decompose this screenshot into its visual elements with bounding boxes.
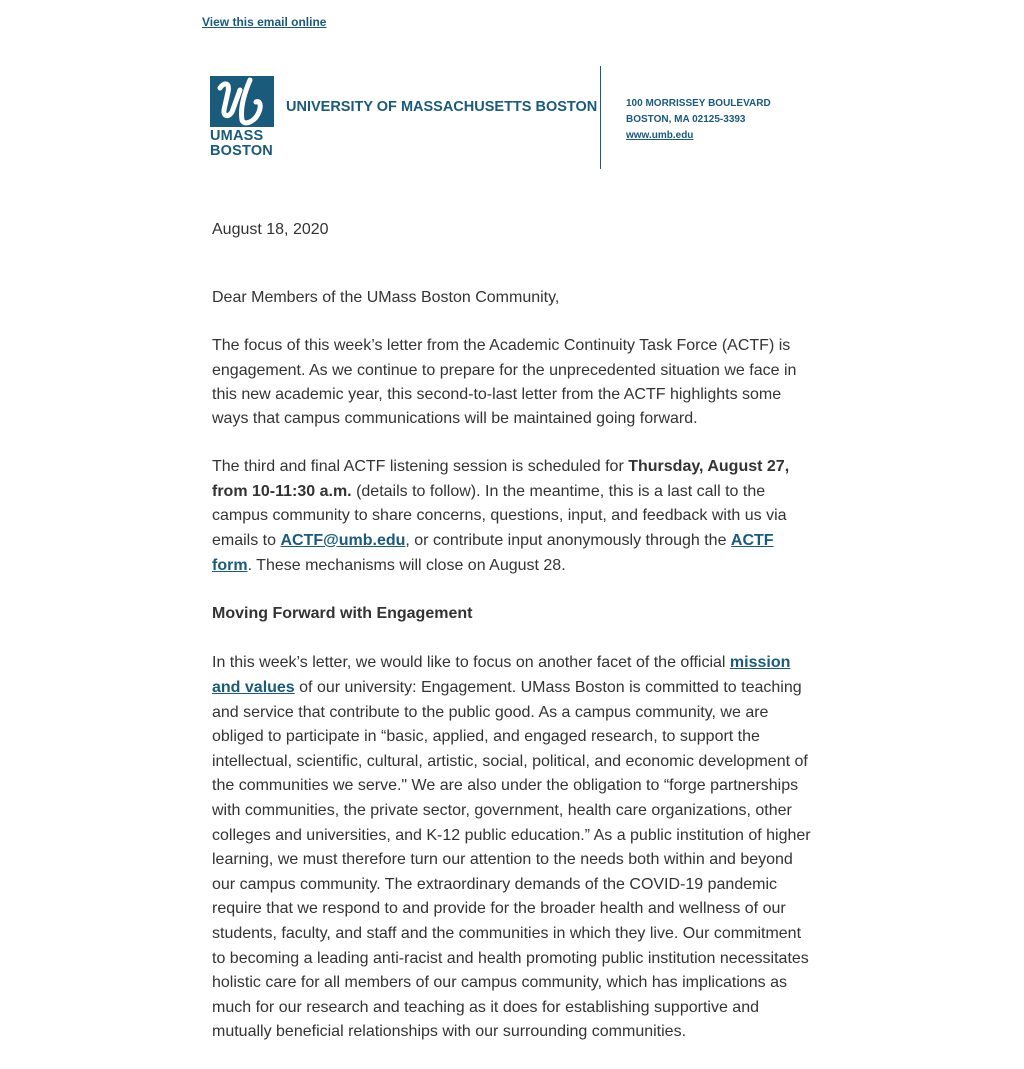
session-date-bold: Thursday, August 27, from 10-11:30 a.m.: [212, 458, 790, 500]
address-street: 100 MORRISSEY BOULEVARD: [626, 98, 771, 109]
address-city: BOSTON, MA 02125-3393: [626, 114, 746, 125]
actf-form-link[interactable]: ACTF form: [212, 532, 774, 574]
mission-values-link[interactable]: mission and values: [212, 654, 791, 696]
paragraph-engagement: [212, 651, 816, 1045]
letter-greeting: Dear Members of the UMass Boston Community,: [212, 289, 560, 307]
header-divider: [600, 66, 601, 169]
umass-logo-mark-icon: [210, 76, 274, 127]
text-span: of our university: Engagement. UMass Boston is committed to teaching and service that contribute to the public good. As a campus community, we are obliged to participate in “basic, applied, and engaged research, to support the intellectual, scientific, cultural, artistic, social, political, and economic development of the communities we serve." We are also under the obligation to “forge partnerships with communities, the private sector, government, health care organizations, other colleges and universities, and K-12 public education.” As a public institution of higher learning, we must therefore turn our attention to the needs both within and beyond our campus community. The extraordinary demands of the COVID-19 pandemic require that we respond to and provide for the broader health and wellness of our students, faculty, and staff and the communities in which they live. Our commitment to becoming a leading anti-racist and health promoting public institution necessitates holistic care for all members of our campus community, which has implications as much for our research and teaching as it does for establishing supportive and mutually beneficial relationships with our surrounding communities.: [212, 678, 811, 1041]
view-email-online-link[interactable]: View this email online: [202, 15, 327, 29]
university-address: [626, 96, 771, 144]
letter-date: August 18, 2020: [212, 221, 329, 238]
section-heading: Moving Forward with Engagement: [212, 605, 473, 623]
text-span: In this week’s letter, we would like to focus on another facet of the official: [212, 654, 730, 672]
text-span: The third and final ACTF listening session is scheduled for: [212, 458, 629, 476]
logo-wordmark: [210, 129, 273, 159]
text-span: , or contribute input anonymously through the: [405, 532, 731, 549]
text-span: . These mechanisms will close on August 28.: [247, 556, 566, 574]
logo-line-boston: BOSTON: [210, 143, 273, 159]
email-header: [210, 66, 810, 170]
umass-boston-logo: [210, 76, 276, 160]
university-name: UNIVERSITY OF MASSACHUSETTS BOSTON: [286, 99, 598, 115]
letter-body: [212, 218, 816, 1069]
paragraph-focus: The focus of this week’s letter from the Academic Continuity Task Force (ACTF) is engagement. As we continue to prepare for the unprecedented situation we face in this new academic year, this second-to-last letter from the ACTF highlights some ways that campus communications will be maintained going forward.: [212, 337, 797, 428]
logo-line-umass: UMASS: [210, 128, 264, 144]
website-link[interactable]: www.umb.edu: [626, 130, 694, 141]
paragraph-listening-session: [212, 455, 816, 578]
actf-email-link[interactable]: ACTF@umb.edu: [280, 532, 406, 549]
text-span: (details to follow). In the meantime, this is a last call to the campus community to share concerns, questions, input, and feedback with us via emails to: [212, 482, 787, 549]
